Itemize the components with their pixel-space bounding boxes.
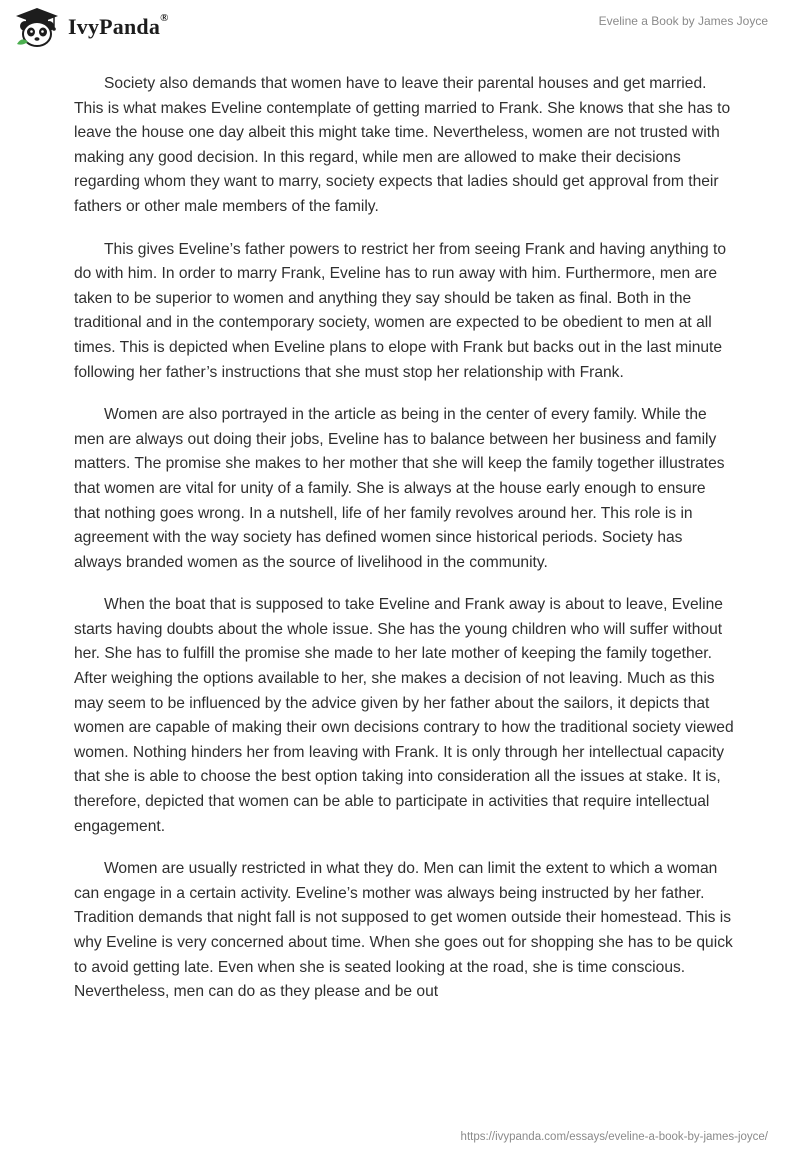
paragraph: When the boat that is supposed to take Eveline and Frank away is about to leave, Eveline starts having doubts about the whole issue. She has the young children who will suffer without her. She has to fulfill the promise she made to her late mother of keeping the family together. After weighing the options available to her, she makes a decision of not leaving. Much as this may seem to be influenced by the advice given by her father about the sailors, it depicts that women are capable of making their own decisions contrary to how the traditional society viewed women. Nothing hinders her from leaving with Frank. It is only through her intellectual capacity that she is able to choose the best option taking into consideration all the issues at stake. It is, therefore, depicted that women can be able to participate in activities that require intellectual engagement. [74, 596, 734, 835]
paragraph: Women are usually restricted in what they do. Men can limit the extent to which a woman can engage in a certain activity. Eveline’s mother was always being instructed by her father. Tradition demands that night fall is not supposed to get women outside their homestead. This is why Eveline is very concerned about time. When she goes out for shopping she has to be quick to avoid getting late. Even when she is seated looking at the road, she is time conscious. Nevertheless, men can do as they please and be out [74, 860, 733, 1001]
paragraph: Women are also portrayed in the article as being in the center of every family. While the men are always out doing their jobs, Eveline has to balance between her business and family matters. The promise she makes to her mother that she will keep the family together illustrates that women are vital for unity of a family. She is always at the house early enough to ensure that nothing goes wrong. In a nutshell, life of her family revolves around her. This role is in agreement with the way society has defined women since historical periods. Society has always branded women as the source of livelihood in the community. [74, 406, 725, 571]
paragraph: This gives Eveline’s father powers to restrict her from seeing Frank and having anything to do with him. In order to marry Frank, Eveline has to run away with him. Furthermore, men are taken to be superior to women and anything they say should be taken as final. Both in the traditional and in the contemporary society, women are expected to be obedient to men at all times. This is depicted when Eveline plans to elope with Frank but backs out in the last minute following her father’s instructions that she must stop her relationship with Frank. [74, 240, 727, 381]
essay-body [74, 72, 734, 1023]
panda-graduate-icon [14, 6, 60, 48]
document-title: Eveline a Book by James Joyce [598, 14, 768, 28]
page-header [0, 0, 800, 60]
paragraph: Society also demands that women have to leave their parental houses and get married. This is what makes Eveline contemplate of getting married to Frank. She knows that she has to leave the house one day albeit this might take time. Nevertheless, women are not trusted with making any good decision. In this regard, while men are allowed to make their decisions regarding whom they want to marry, society expects that ladies should get approval from their fathers or other male members of the family. [74, 75, 731, 215]
brand-name: IvyPanda® [68, 12, 169, 39]
ivypanda-logo[interactable] [14, 6, 169, 48]
source-url-link[interactable]: https://ivypanda.com/essays/eveline-a-book-by-james-joyce/ [460, 1131, 768, 1143]
